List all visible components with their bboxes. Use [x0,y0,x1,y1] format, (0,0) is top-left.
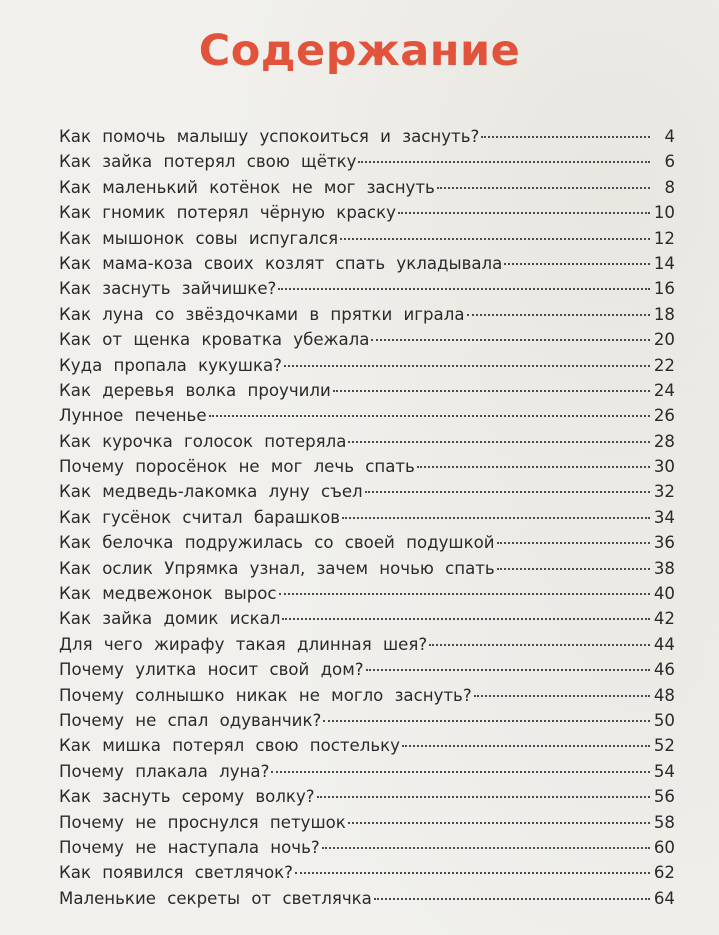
dot-leader [340,238,650,240]
toc-entry-page-number: 30 [653,457,675,477]
toc-entry-title: Как деревья волка проучили [59,380,331,400]
dot-leader [282,618,650,620]
toc-entry-page-number: 54 [653,761,675,781]
dot-leader [402,745,650,747]
toc-entry-page-number: 26 [653,406,675,426]
toc-entry-title: Как гномик потерял чёрную краску [59,203,396,223]
toc-entry-title: Почему плакала луна? [59,761,270,781]
toc-entry [59,479,675,504]
toc-entry-title: Как маленький котёнок не мог заснуть [59,177,435,197]
toc-entry-title: Как зайка потерял свою щётку [59,152,357,172]
toc-entry-title: Для чего жирафу такая длинная шея? [59,634,428,654]
toc-entry-page-number: 34 [653,507,675,527]
toc-entry-page-number: 16 [653,279,675,299]
toc-entry-title: Как зайка домик искал [59,609,281,629]
toc-entry [59,149,675,174]
dot-leader [295,872,650,874]
toc-entry [59,556,675,581]
toc-entry-page-number: 20 [653,330,675,350]
toc-entry-title: Как мышонок совы испугался [59,228,339,248]
dot-leader [504,263,650,265]
toc-entry [59,454,675,479]
toc-entry [59,302,675,327]
toc-entry-title: Почему не проснулся петушок [59,812,346,832]
table-of-contents [59,124,675,911]
toc-entry-page-number: 50 [653,710,675,730]
toc-entry [59,708,675,733]
toc-entry [59,276,675,301]
toc-entry-page-number: 32 [653,482,675,502]
dot-leader [417,466,650,468]
dot-leader [209,415,650,417]
toc-entry-title: Как помочь малышу успокоиться и заснуть? [59,127,480,146]
dot-leader [398,212,650,214]
toc-entry-title: Как ослик Упрямка узнал, зачем ночью спать [59,558,495,578]
toc-entry-title: Как мама-коза своих козлят спать укладывала [59,253,503,273]
toc-entry-page-number: 6 [664,152,675,172]
toc-entry [59,683,675,708]
toc-entry-title: Почему солнышко никак не могло заснуть? [59,685,472,705]
toc-entry [59,759,675,784]
toc-entry-title: Почему не наступала ночь? [59,837,320,857]
toc-entry [59,606,675,631]
toc-entry-page-number: 60 [653,837,675,857]
toc-entry-title: Как белочка подружилась со своей подушкой [59,533,495,553]
toc-entry [59,251,675,276]
dot-leader [366,669,650,671]
toc-entry [59,733,675,758]
toc-entry-page-number: 4 [664,127,675,146]
toc-entry-page-number: 38 [653,558,675,578]
toc-entry-page-number: 48 [653,685,675,705]
dot-leader [497,568,650,570]
toc-entry-title: Почему улитка носит свой дом? [59,660,364,680]
toc-entry [59,403,675,428]
toc-entry-title: Как курочка голосок потеряла [59,431,347,451]
toc-entry-title: Как появился светлячок? [59,863,293,883]
toc-entry-title: Лунное печенье [59,406,207,426]
toc-entry [59,886,675,911]
dot-leader [467,314,651,316]
toc-entry [59,505,675,530]
dot-leader [348,441,650,443]
toc-entry-page-number: 36 [653,533,675,553]
toc-entry-page-number: 18 [653,304,675,324]
dot-leader [429,644,650,646]
toc-entry-title: Как заснуть зайчишке? [59,279,277,299]
toc-entry [59,835,675,860]
dot-leader [278,288,650,290]
toc-entry-page-number: 46 [653,660,675,680]
toc-entry-title: Как медведь-лакомка луну съел [59,482,363,502]
toc-entry-page-number: 14 [653,253,675,273]
dot-leader [348,822,650,824]
toc-entry-page-number: 42 [653,609,675,629]
toc-entry [59,353,675,378]
dot-leader [284,365,650,367]
toc-entry-page-number: 44 [653,634,675,654]
dot-leader [279,593,650,595]
dot-leader [497,542,650,544]
toc-entry-title: Как заснуть серому волку? [59,787,315,807]
toc-entry-page-number: 58 [653,812,675,832]
toc-entry-page-number: 10 [653,203,675,223]
toc-entry-title: Маленькие секреты от светлячка [59,888,372,908]
toc-entry [59,581,675,606]
toc-entry-title: Куда пропала кукушка? [59,355,282,375]
dot-leader [374,898,650,900]
toc-entry-page-number: 8 [664,177,675,197]
toc-entry-page-number: 12 [653,228,675,248]
dot-leader [474,695,650,697]
toc-entry [59,810,675,835]
toc-entry [59,530,675,555]
dot-leader [333,390,650,392]
toc-entry-title: Как луна со звёздочками в прятки играла [59,304,465,324]
dot-leader [342,517,650,519]
toc-entry-title: Почему не спал одуванчик? [59,710,322,730]
toc-entry [59,200,675,225]
toc-entry [59,378,675,403]
toc-entry-title: Как гусёнок считал барашков [59,507,341,527]
toc-entry [59,657,675,682]
toc-entry-page-number: 24 [653,380,675,400]
toc-entry [59,226,675,251]
dot-leader [481,136,650,138]
toc-entry-page-number: 52 [653,736,675,756]
toc-entry-page-number: 64 [653,888,675,908]
toc-entry [59,784,675,809]
dot-leader [371,339,650,341]
toc-entry [59,175,675,200]
toc-entry [59,860,675,885]
dot-leader [322,847,650,849]
toc-entry-page-number: 28 [653,431,675,451]
dot-leader [365,491,650,493]
page-title: Содержание [198,26,521,76]
toc-entry-title: Как от щенка кроватка убежала [59,330,370,350]
dot-leader [323,720,650,722]
dot-leader [437,187,650,189]
toc-entry-title: Почему поросёнок не мог лечь спать [59,457,415,477]
dot-leader [271,771,650,773]
toc-entry-page-number: 56 [653,787,675,807]
toc-entry [59,429,675,454]
toc-entry-title: Как медвежонок вырос [59,584,277,604]
dot-leader [317,796,650,798]
toc-entry-page-number: 40 [653,584,675,604]
toc-entry-title: Как мишка потерял свою постельку [59,736,400,756]
toc-entry-page-number: 22 [653,355,675,375]
toc-entry-page-number: 62 [653,863,675,883]
toc-entry [59,124,675,149]
toc-entry [59,632,675,657]
dot-leader [358,161,650,163]
toc-entry [59,327,675,352]
